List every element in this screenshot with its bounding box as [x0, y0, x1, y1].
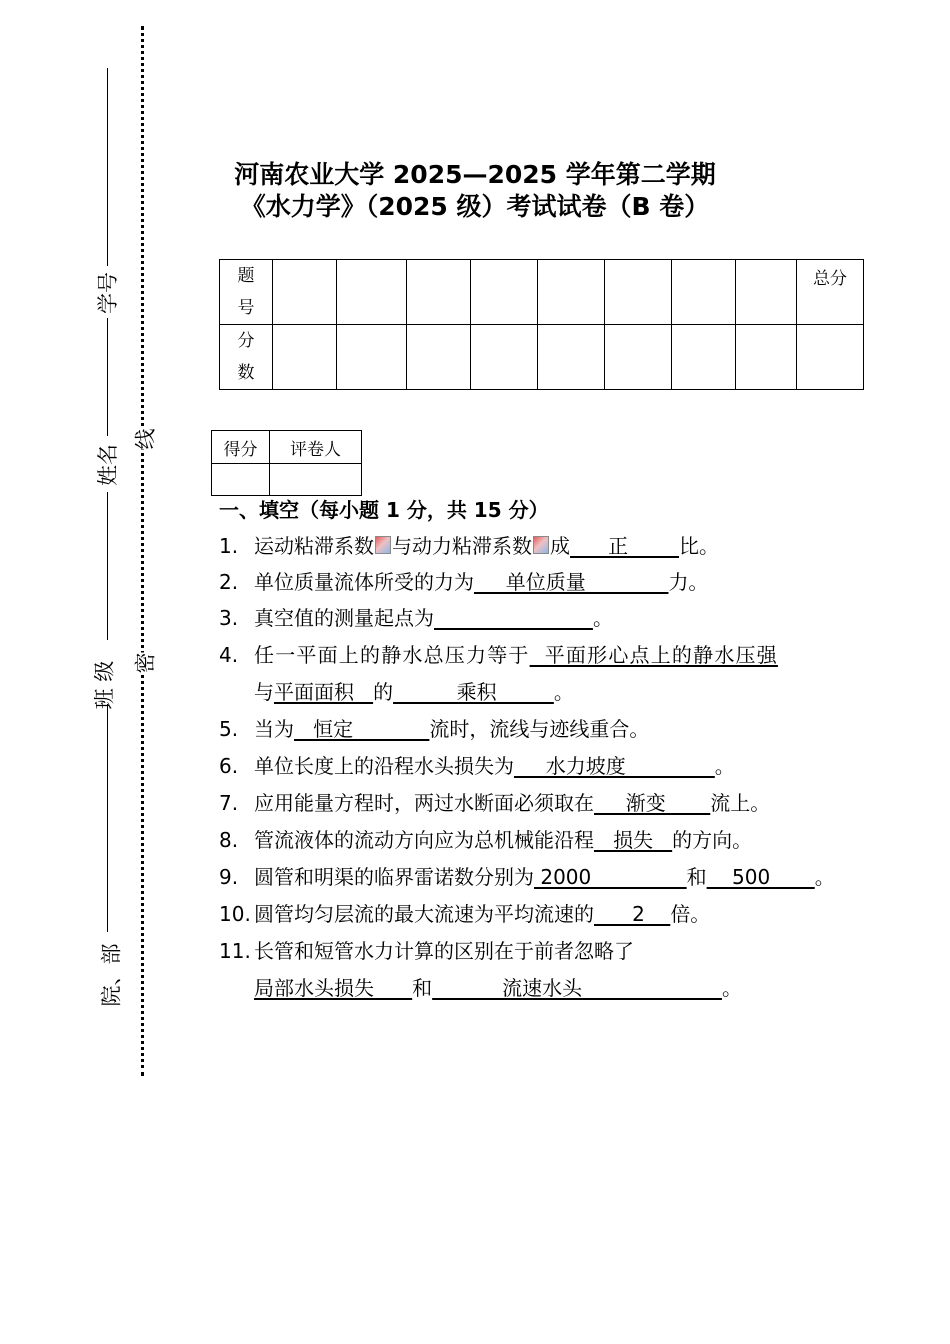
department-blank	[107, 704, 108, 932]
answer-blank: 渐变	[594, 791, 711, 815]
score-cell	[273, 325, 337, 390]
department-label: 院、部	[99, 943, 124, 1007]
score-cell	[337, 325, 407, 390]
total-score-cell	[797, 325, 864, 390]
name-label: 姓名	[96, 444, 120, 486]
score-header: 得分	[212, 431, 270, 464]
question-9: 9. 圆管和明渠的临界雷诺数分别为 2000 和 500 。	[219, 865, 835, 889]
answer-blank: 2000	[534, 865, 687, 889]
question-5: 5. 当为 恒定 流时，流线与迹线重合。	[219, 717, 650, 741]
score-cell	[736, 325, 797, 390]
question-4-continued: 与平面面积 的 乘积 。	[254, 680, 574, 704]
question-11: 11. 长管和短管水力计算的区别在于前者忽略了	[219, 939, 634, 963]
exam-title-line2: 《水力学》（2025 级）考试试卷（B 卷）	[240, 192, 710, 221]
answer-blank: 水力坡度	[514, 754, 715, 778]
question-2: 2. 单位质量流体所受的力为 单位质量 力。	[219, 570, 709, 594]
score-cell	[538, 260, 605, 325]
answer-blank: 乘积	[393, 680, 554, 704]
answer-blank: 平面面积	[274, 680, 374, 704]
score-cell	[672, 260, 736, 325]
score-cell	[407, 325, 471, 390]
question-3: 3. 真空值的测量起点为 。	[219, 606, 613, 630]
score-cell	[471, 325, 538, 390]
question-number-label: 题 号	[220, 260, 273, 325]
score-cell	[273, 260, 337, 325]
score-cell	[471, 260, 538, 325]
score-table	[219, 259, 864, 390]
question-7: 7. 应用能量方程时，两过水断面必须取在 渐变 流上。	[219, 791, 771, 815]
score-cell	[337, 260, 407, 325]
question-8: 8. 管流液体的流动方向应为总机械能沿程 损失 的方向。	[219, 828, 753, 852]
score-cell	[672, 325, 736, 390]
question-1: 1. 运动粘滞系数 与动力粘滞系数 成 正 比。	[219, 534, 720, 558]
student-id-label: 学号	[96, 272, 120, 314]
answer-blank: 正	[570, 534, 680, 558]
seal-mark: 密	[128, 653, 162, 674]
answer-blank: 流速水头	[432, 976, 722, 1000]
score-cell	[605, 325, 672, 390]
score-cell	[736, 260, 797, 325]
answer-blank: 单位质量	[474, 570, 669, 594]
line-mark: 线	[128, 429, 162, 450]
question-4: 4. 任一平面上的静水总压力等于 平面形心点上的静水压强	[219, 643, 778, 667]
answer-blank: 2	[594, 902, 671, 926]
section-score-cell	[212, 464, 270, 496]
name-blank	[107, 318, 108, 436]
answer-blank: 平面形心点上的静水压强	[529, 643, 778, 667]
answer-blank: 恒定	[294, 717, 430, 741]
kinematic-viscosity-symbol-icon	[375, 536, 391, 554]
answer-blank: 局部水头损失	[254, 976, 413, 1000]
score-cell	[605, 260, 672, 325]
class-label: 班 级	[92, 660, 117, 710]
score-label: 分 数	[220, 325, 273, 390]
section-heading: 一、填空（每小题 1 分，共 15 分）	[219, 498, 549, 522]
answer-blank	[434, 606, 593, 630]
question-6: 6. 单位长度上的沿程水头损失为 水力坡度 。	[219, 754, 735, 778]
answer-blank: 500	[706, 865, 815, 889]
class-blank	[107, 492, 108, 640]
dynamic-viscosity-symbol-icon	[533, 536, 549, 554]
grader-header: 评卷人	[270, 431, 362, 464]
score-cell	[407, 260, 471, 325]
grader-box	[211, 430, 362, 496]
total-label: 总分	[797, 260, 864, 325]
question-10: 10. 圆管均匀层流的最大流速为平均流速的 2 倍。	[219, 902, 711, 926]
answer-blank: 损失	[594, 828, 673, 852]
exam-title-line1: 河南农业大学 2025—2025 学年第二学期	[234, 160, 716, 189]
question-11-continued: 局部水头损失 和 流速水头 。	[254, 976, 742, 1000]
grader-sign-cell	[270, 464, 362, 496]
score-cell	[538, 325, 605, 390]
